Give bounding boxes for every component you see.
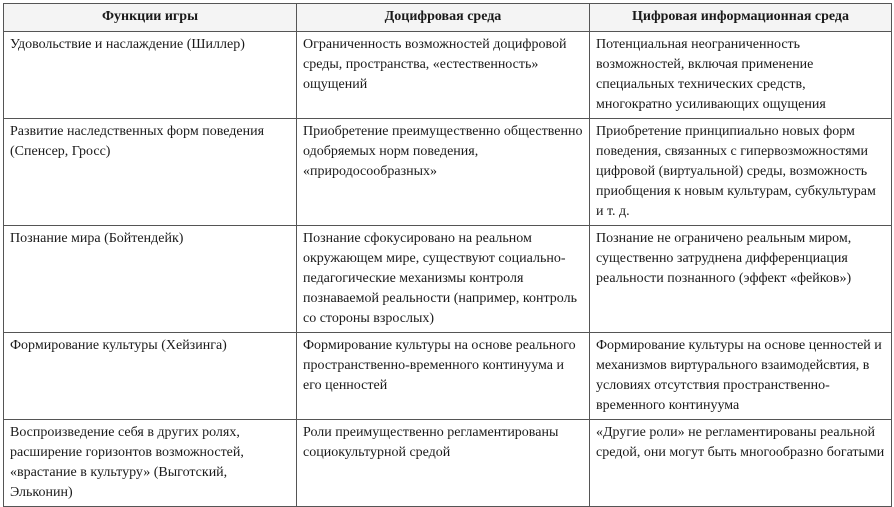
cell-predigital: Ограниченность возможностей доцифровой среды, пространства, «естественность» ощущений [297,32,590,119]
cell-game-function: Познание мира (Бойтендейк) [4,226,297,333]
column-header-digital-environment: Цифровая информационная среда [590,4,892,32]
cell-digital: Приобретение принципиально новых форм поведения, связанных с гипервозможностями цифровой (виртуальной) среды, возможность приобщения к новым культурам, субкультурам и т. д. [590,119,892,226]
table-row [4,32,892,119]
cell-digital: «Другие роли» не регламентированы реальной средой, они могут быть многообразно богатыми [590,420,892,507]
cell-game-function: Формирование культуры (Хейзинга) [4,333,297,420]
cell-game-function: Воспроизведение себя в других ролях, расширение горизонтов возможностей, «врастание в культуру» (Выготский, Эльконин) [4,420,297,507]
cell-predigital: Формирование культуры на основе реального пространственно-временного континуума и его ценностей [297,333,590,420]
cell-game-function: Удовольствие и наслаждение (Шиллер) [4,32,297,119]
column-header-game-functions: Функции игры [4,4,297,32]
cell-predigital: Познание сфокусировано на реальном окружающем мире, существуют социально-педагогические механизмы контроля познаваемой реальности (например, контроль со стороны взрослых) [297,226,590,333]
cell-game-function: Развитие наследственных форм поведения (Спенсер, Гросс) [4,119,297,226]
column-header-predigital-environment: Доцифровая среда [297,4,590,32]
cell-digital: Формирование культуры на основе ценностей и механизмов виртурального взаимодейсвтия, в условиях отсутствия пространственно-временного континуума [590,333,892,420]
table-row [4,119,892,226]
table-row [4,226,892,333]
table-row [4,333,892,420]
comparison-table [3,3,892,507]
header-row [4,4,892,32]
cell-digital: Познание не ограничено реальным миром, существенно затруднена дифференциация реальности познанного (эффект «фейков») [590,226,892,333]
cell-predigital: Роли преимущественно регламентированы социокультурной средой [297,420,590,507]
table-row [4,420,892,507]
cell-predigital: Приобретение преимущественно общественно одобряемых норм поведения, «природосообразных» [297,119,590,226]
cell-digital: Потенциальная неограниченность возможностей, включая применение специальных технических средств, многократно усиливающих ощущения [590,32,892,119]
